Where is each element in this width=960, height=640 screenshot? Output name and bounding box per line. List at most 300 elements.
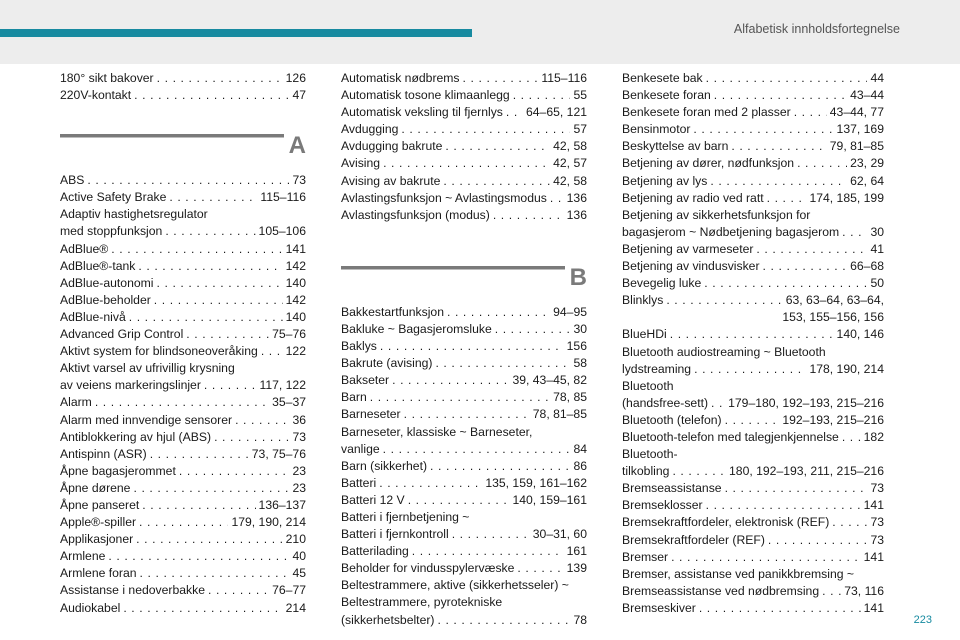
entries-pre: [341, 70, 587, 224]
dot-leader: [699, 600, 861, 617]
page-reference: 126: [285, 71, 306, 85]
page-reference: 78, 81–85: [532, 407, 587, 422]
page-reference: 43–44: [850, 88, 884, 103]
index-entry-line: [341, 543, 587, 560]
index-entry-line: [341, 612, 587, 629]
page-reference: 140: [285, 275, 306, 290]
index-term: Audiokabel: [60, 600, 121, 615]
index-entry: [60, 514, 306, 531]
index-term: Bremsekraftfordeler (REF): [622, 532, 765, 547]
index-entry-line: [341, 121, 587, 138]
index-entry-line: [60, 463, 306, 480]
page-number: 223: [913, 614, 932, 626]
page-reference: 23, 29: [850, 156, 884, 171]
index-column-1: [60, 70, 306, 617]
index-term: Bremsekraftfordeler, elektronisk (REF): [622, 515, 830, 530]
index-term: Barneseter, klassiske ~ Barneseter,: [341, 424, 533, 439]
dot-leader: [401, 121, 570, 138]
index-term: Beskyttelse av barn: [622, 139, 729, 154]
dot-leader: [87, 172, 289, 189]
index-entry: [60, 565, 306, 582]
index-term: Avising av bakrute: [341, 173, 441, 188]
index-entry-line: [60, 514, 306, 531]
index-term: Assistanse i nedoverbakke: [60, 583, 205, 598]
index-entry-line: [60, 377, 306, 394]
index-entry-line: [60, 87, 306, 104]
page-reference: 76–77: [272, 583, 306, 598]
index-entry: [341, 121, 587, 138]
index-entry: [622, 207, 884, 241]
page-reference: 23: [292, 480, 306, 495]
page-reference: 50: [870, 276, 884, 291]
index-term: med stoppfunksjon: [60, 224, 163, 239]
entries-pre: [60, 70, 306, 104]
dot-leader: [711, 395, 725, 412]
index-term: BlueHDi: [622, 327, 667, 342]
index-term: Aktivt system for blindsoneoveråking: [60, 344, 258, 359]
index-term: Avlastingsfunksjon ~ Avlastingsmodus: [341, 190, 547, 205]
page-reference: 64–65, 121: [526, 105, 587, 120]
index-entry-line: [622, 138, 884, 155]
dot-leader: [517, 560, 563, 577]
index-entry-line: [60, 172, 306, 189]
page-reference: 66–68: [850, 259, 884, 274]
index-entry: [622, 258, 884, 275]
index-entry: [60, 463, 306, 480]
page-reference: 35–37: [272, 395, 306, 410]
page-reference: 140: [285, 309, 306, 324]
index-term: Automatisk nødbrems: [341, 71, 460, 85]
dot-leader: [794, 104, 827, 121]
index-term: AdBlue-nivå: [60, 309, 126, 324]
dot-leader: [108, 548, 289, 565]
index-term: Bluetooth: [622, 378, 674, 393]
index-entry-line: [622, 514, 884, 531]
index-term: AdBlue®: [60, 241, 109, 256]
index-entry-line: [341, 594, 587, 611]
index-term: Avlastingsfunksjon (modus): [341, 207, 490, 222]
index-term: (sikkerhetsbelter): [341, 612, 435, 627]
index-term: Bensinmotor: [622, 122, 691, 137]
dot-leader: [383, 441, 571, 458]
index-entry: [622, 344, 884, 378]
dot-leader: [134, 87, 289, 104]
dot-leader: [506, 104, 523, 121]
index-term: av veiens markeringslinjer: [60, 378, 201, 393]
index-term: ABS: [60, 173, 85, 188]
dot-leader: [756, 241, 867, 258]
index-entry-line: [622, 361, 884, 378]
dot-leader: [731, 138, 826, 155]
page-reference: 41: [870, 241, 884, 256]
entries-a: [60, 172, 306, 616]
page-reference: 141: [285, 241, 306, 256]
page-reference: 141: [863, 600, 884, 615]
index-entry: [60, 275, 306, 292]
dot-leader: [666, 292, 782, 309]
page-reference: 182: [863, 429, 884, 444]
dot-leader: [671, 549, 861, 566]
index-term: 220V-kontakt: [60, 88, 132, 103]
index-entry: [60, 360, 306, 394]
index-term: Betjening av vindusvisker: [622, 259, 760, 274]
dot-leader: [150, 446, 249, 463]
page-reference: 137, 169: [836, 122, 884, 137]
page-reference: 139: [566, 561, 587, 576]
dot-leader: [443, 173, 550, 190]
page-reference: 179–180, 192–193, 215–216: [728, 395, 884, 410]
index-entry: [60, 189, 306, 206]
dot-leader: [767, 190, 807, 207]
index-entry: [60, 343, 306, 360]
index-term: Betjening av sikkerhetsfunksjon for: [622, 207, 811, 222]
index-term: Åpne panseret: [60, 497, 140, 512]
index-entry-line: [622, 497, 884, 514]
page-reference: 141: [863, 498, 884, 513]
index-entry: [60, 446, 306, 463]
index-entry-line: [60, 309, 306, 326]
index-term: Beltestrammere, aktive (sikkerhetsseler) ~: [341, 578, 569, 593]
page-reference: 73: [292, 429, 306, 444]
index-entry-line: [60, 497, 306, 514]
index-entry: [341, 372, 587, 389]
index-entry: [341, 87, 587, 104]
index-entry-line: [622, 292, 884, 309]
index-term: Bremseskiver: [622, 600, 696, 615]
index-entry: [341, 543, 587, 560]
index-entry-line: [60, 326, 306, 343]
dot-leader: [95, 394, 269, 411]
index-entry-line: [622, 600, 884, 617]
index-entry-line: [60, 241, 306, 258]
page-reference: 210: [285, 532, 306, 547]
index-entry-line: [622, 104, 884, 121]
index-entry: [60, 548, 306, 565]
index-entry: [622, 566, 884, 600]
index-entry: [622, 326, 884, 343]
index-entry-line: [60, 446, 306, 463]
page-reference: 161: [566, 544, 587, 559]
index-entry-line: [60, 600, 306, 617]
index-term: Bremseassistanse ved nødbremsing: [622, 583, 820, 598]
index-entry: [341, 304, 587, 321]
page-reference: 141: [863, 549, 884, 564]
index-entry-line: [60, 582, 306, 599]
index-term: Bluetooth audiostreaming ~ Bluetooth: [622, 344, 826, 359]
index-entry-line: [341, 458, 587, 475]
index-entry-line: [341, 70, 587, 87]
index-entry: [60, 412, 306, 429]
index-entry: [341, 321, 587, 338]
index-term: 180° sikt bakover: [60, 71, 154, 85]
entries-b-continued: [622, 70, 884, 617]
index-entry: [622, 138, 884, 155]
dot-leader: [822, 583, 841, 600]
index-entry: [341, 424, 587, 458]
index-entry-line: [341, 441, 587, 458]
index-term: AdBlue®-tank: [60, 258, 136, 273]
dot-leader: [714, 87, 847, 104]
index-term: Blinklys: [622, 293, 664, 308]
index-entry-line: [622, 532, 884, 549]
index-entry-line: [622, 241, 884, 258]
index-term: Automatisk veksling til fjernlys: [341, 105, 503, 120]
dot-leader: [694, 361, 806, 378]
index-entry-line: [341, 424, 587, 441]
index-entry-line: [622, 121, 884, 138]
page-reference: 23: [292, 463, 306, 478]
dot-leader: [435, 355, 570, 372]
index-entry-line: [622, 326, 884, 343]
page-reference: 117, 122: [259, 378, 306, 393]
index-term: Bremser, assistanse ved panikkbremsing ~: [622, 566, 855, 581]
index-entry-line: [622, 224, 884, 241]
index-entry: [60, 429, 306, 446]
dot-leader: [550, 190, 564, 207]
page-reference: 79, 81–85: [829, 139, 884, 154]
index-entry: [341, 173, 587, 190]
page-reference: 142: [285, 258, 306, 273]
page-reference: 40: [292, 549, 306, 564]
index-entry-line: [341, 560, 587, 577]
index-term: Armlene: [60, 549, 106, 564]
page-reference: 63, 63–64, 63–64,: [785, 293, 884, 308]
index-entry-line: [60, 292, 306, 309]
index-entry: [60, 326, 306, 343]
index-entry: [341, 338, 587, 355]
index-term: Benkesete foran med 2 plasser: [622, 105, 791, 120]
index-entry-line: [622, 395, 884, 412]
dot-leader: [513, 87, 571, 104]
index-entry: [622, 70, 884, 87]
page-reference: 192–193, 215–216: [782, 412, 884, 427]
index-term: Batteri i fjernbetjening ~: [341, 509, 470, 524]
index-entry-line: [60, 360, 306, 377]
index-entry-line: [341, 104, 587, 121]
index-entry-line: [622, 412, 884, 429]
index-entry: [341, 577, 587, 628]
index-entry: [341, 70, 587, 87]
index-entry: [60, 582, 306, 599]
index-entry: [622, 155, 884, 172]
index-term: Bluetooth (telefon): [622, 412, 722, 427]
index-entry: [622, 275, 884, 292]
index-entry-line: [60, 531, 306, 548]
index-term: Avdugging bakrute: [341, 139, 443, 154]
dot-leader: [235, 412, 289, 429]
index-entry-line: [341, 526, 587, 543]
index-entry-line: [341, 304, 587, 321]
page-header-title: Alfabetisk innholdsfortegnelse: [733, 22, 900, 36]
index-entry-line: [622, 378, 884, 395]
index-entry: [60, 258, 306, 275]
index-entry-line: [341, 321, 587, 338]
index-term: Aktivt varsel av ufrivillig krysning: [60, 361, 235, 376]
index-entry: [341, 509, 587, 543]
dot-leader: [763, 258, 848, 275]
dot-leader: [437, 612, 570, 629]
index-entry: [622, 549, 884, 566]
index-entry-line: [341, 406, 587, 423]
index-term: AdBlue-autonomi: [60, 275, 154, 290]
index-entry-line: [60, 429, 306, 446]
index-entry: [60, 394, 306, 411]
index-term: Bluetooth-: [622, 447, 678, 462]
index-term: Avising: [341, 156, 381, 171]
index-entry: [622, 87, 884, 104]
index-term: AdBlue-beholder: [60, 292, 151, 307]
index-term: Betjening av lys: [622, 173, 708, 188]
page-reference: 142: [285, 292, 306, 307]
page-reference: 115–116: [260, 190, 306, 205]
dot-leader: [186, 326, 269, 343]
page-reference-continued: 153, 155–156, 156: [782, 310, 884, 325]
index-term: Beltestrammere, pyrotekniske: [341, 595, 503, 610]
index-term: Advanced Grip Control: [60, 327, 184, 342]
page-reference: 62, 64: [850, 173, 884, 188]
index-entry-line: [60, 394, 306, 411]
index-entry-line: [622, 155, 884, 172]
index-entry: [622, 532, 884, 549]
index-entry: [341, 492, 587, 509]
index-term: Åpne dørene: [60, 480, 131, 495]
index-term: Barneseter: [341, 407, 401, 422]
dot-leader: [832, 514, 867, 531]
dot-leader: [139, 514, 228, 531]
page-reference: 180, 192–193, 211, 215–216: [729, 464, 884, 479]
dot-leader: [142, 497, 255, 514]
index-entry: [60, 206, 306, 240]
index-entry-line: [622, 87, 884, 104]
index-entry-line: [60, 275, 306, 292]
index-term: Beholder for vindusspylervæske: [341, 561, 515, 576]
page-reference: 78: [573, 612, 587, 627]
index-entry: [622, 173, 884, 190]
dot-leader: [704, 275, 867, 292]
index-term: Active Safety Brake: [60, 190, 167, 205]
dot-leader: [447, 304, 550, 321]
index-term: Bakkestartfunksjon: [341, 304, 444, 319]
dot-leader: [842, 224, 867, 241]
page-reference: 115–116: [541, 71, 587, 85]
index-entry-line: [341, 138, 587, 155]
index-term: Bakseter: [341, 373, 390, 388]
index-entry: [622, 446, 884, 480]
page-reference: 36: [292, 412, 306, 427]
page-reference: 136: [566, 190, 587, 205]
page-reference: 179, 190, 214: [231, 515, 306, 530]
index-term: Bremseassistanse: [622, 481, 722, 496]
index-entry-line: [60, 343, 306, 360]
dot-leader: [706, 497, 861, 514]
dot-leader: [693, 121, 833, 138]
dot-leader: [169, 189, 257, 206]
index-entry-line: [60, 189, 306, 206]
dot-leader: [842, 429, 861, 446]
section-letter-a: A: [288, 132, 306, 160]
index-entry-line: [341, 389, 587, 406]
index-entry-line: [60, 412, 306, 429]
dot-leader: [670, 326, 834, 343]
entries-b: [341, 304, 587, 629]
index-term: Armlene foran: [60, 566, 137, 581]
index-entry-line: [341, 173, 587, 190]
index-entry: [341, 389, 587, 406]
dot-leader: [768, 532, 868, 549]
dot-leader: [370, 389, 550, 406]
index-term: Bakrute (avising): [341, 356, 433, 371]
section-letter-a-block: [60, 120, 306, 172]
dot-leader: [214, 429, 289, 446]
index-entry-line: [341, 190, 587, 207]
index-entry-line: [60, 258, 306, 275]
page-reference: 58: [573, 356, 587, 371]
page-reference: 55: [573, 88, 587, 103]
section-divider-light: [60, 137, 284, 138]
index-term: Bremseklosser: [622, 498, 703, 513]
index-entry: [341, 207, 587, 224]
header-accent-bar: [0, 29, 472, 37]
index-term: tilkobling: [622, 464, 670, 479]
page-reference: 42, 58: [553, 173, 587, 188]
index-entry: [341, 104, 587, 121]
index-entry-line: [622, 207, 884, 224]
dot-leader: [380, 338, 564, 355]
index-term: Baklys: [341, 339, 377, 354]
dot-leader: [138, 258, 282, 275]
index-entry: [622, 292, 884, 326]
page-reference: 73, 75–76: [251, 446, 306, 461]
index-term: Benkesete foran: [622, 88, 711, 103]
index-entry-line: [622, 566, 884, 583]
index-entry: [341, 406, 587, 423]
dot-leader: [157, 70, 283, 87]
dot-leader: [129, 309, 283, 326]
page-reference: 30: [870, 224, 884, 239]
page-reference: 45: [292, 566, 306, 581]
page-reference: 39, 43–45, 82: [512, 373, 587, 388]
dot-leader: [463, 70, 539, 87]
page-reference: 75–76: [272, 327, 306, 342]
dot-leader: [165, 223, 255, 240]
index-term: Batterilading: [341, 544, 409, 559]
index-entry: [60, 87, 306, 104]
dot-leader: [412, 543, 564, 560]
index-term: Batteri i fjernkontroll: [341, 527, 449, 542]
index-term: (handsfree-sett): [622, 395, 709, 410]
index-entry: [622, 480, 884, 497]
dot-leader: [710, 173, 847, 190]
index-column-2: [341, 70, 587, 629]
dot-leader: [111, 241, 282, 258]
index-term: Apple®-spiller: [60, 515, 137, 530]
index-entry: [341, 560, 587, 577]
page-reference: 44: [870, 71, 884, 85]
index-entry: [341, 138, 587, 155]
page-reference: 73: [870, 481, 884, 496]
dot-leader: [179, 463, 290, 480]
page-reference: 105–106: [258, 224, 306, 239]
dot-leader: [136, 531, 282, 548]
index-entry-line: [622, 583, 884, 600]
page-reference: 57: [573, 122, 587, 137]
page-reference: 214: [285, 600, 306, 615]
index-entry: [60, 241, 306, 258]
index-term: Åpne bagasjerommet: [60, 463, 176, 478]
index-term: Betjening av radio ved ratt: [622, 190, 764, 205]
index-entry-line: [622, 446, 884, 463]
index-term: Antiblokkering av hjul (ABS): [60, 429, 212, 444]
